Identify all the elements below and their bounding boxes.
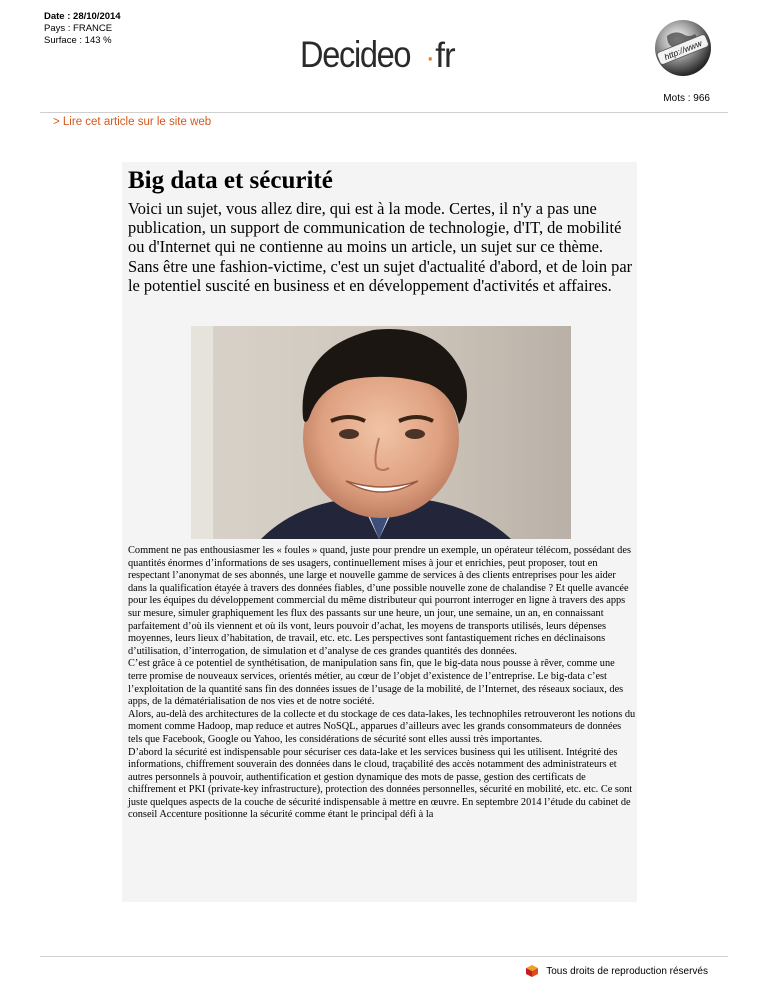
- article-title: Big data et sécurité: [128, 167, 333, 194]
- cube-logo-icon: [526, 965, 538, 977]
- word-count: Mots : 966: [663, 93, 710, 104]
- document-meta: [44, 11, 121, 47]
- logo-dot: ·: [425, 41, 436, 74]
- date-line: Date : 28/10/2014: [44, 11, 121, 22]
- logo-tld: fr: [435, 36, 455, 75]
- author-portrait-photo: [191, 326, 571, 539]
- surface-line: Surface : 143 %: [44, 35, 112, 46]
- globe-label: http://www: [662, 37, 704, 63]
- article-lead: Voici un sujet, vous allez dire, qui est à la mode. Certes, il n'y a pas une publication, un support de communication de technologie, d'IT, de mobilité ou d'Internet qui ne contienne au moins un article, un sujet sur ce thème. Sans être une fashion-victime, c'est un sujet d'actualité d'abord, et de loin par le potentiel suscité en business et en développement d'activités et affaires.: [128, 199, 633, 295]
- article-paragraph: Alors, au-delà des architectures de la collecte et du stockage de ces data-lakes, les technophiles retrouveront les notions du moment comme Hadoop, map reduce et autres NoSQL, apparues d’ailleurs avec les grands consommateurs de données tels que Facebook, Google ou Yahoo, les considérations de sécurité sont elles aussi très importantes.: [128, 708, 636, 745]
- article-paragraph: Comment ne pas enthousiasmer les « foules » quand, juste pour prendre un exemple, un opérateur télécom, possédant des quantités énormes d’informations de ses usagers, continuellement mises à jour et enrichies, peut proposer, tout en respectant l’anonymat de ses abonnés, une large et nouvelle gamme de services à des clients entreprises pour les aider dans la qualification étayée à travers des données fiables, d’une possible nouvelle zone de chalandise ? Et quelle avancée pour les équipes du développement commercial du même distributeur qui pourront interroger en ligne à travers des apps sur mesure, simuler graphiquement les flux des passants sur une heure, un jour, une semaine, un an, en connaissant parfaitement d’où ils viennent et où ils vont, leurs pouvoir d’achat, les moyens de transports utilisés, leurs dépenses moyennes, leurs lieux d’habitation, de travail, etc. etc. Les perspectives sont fantastiquement riches en déclinaisons d’utilisation, d’interrogation, de simulation et d’analyse de ces grandes quantités des données.: [128, 545, 631, 657]
- header-divider: [40, 112, 728, 113]
- copyright-text: Tous droits de reproduction réservés: [546, 965, 708, 977]
- footer: [526, 965, 708, 977]
- article-paragraph: C’est grâce à ce potentiel de synthétisation, de manipulation sans fin, que le big-data nous pousse à rêver, comme une terre promise de nouveaux services, orientés métier, au cœur de l’objet d’existence de l’entreprise. Le big-data c’est l’exploitation de la quantité sans fin des données issues de l’usage de la mobilité, de l’Internet, des réseaux sociaux, des apps, de la dématérialisation de nos vies et de notre société.: [128, 658, 624, 708]
- article-body: [128, 545, 636, 822]
- country-line: Pays : FRANCE: [44, 23, 113, 34]
- footer-divider: [40, 956, 728, 957]
- read-on-website-link[interactable]: > Lire cet article sur le site web: [53, 116, 212, 128]
- article-paragraph: D’abord la sécurité est indispensable pour sécuriser ces data-lake et les services business qui les utilisent. Intégrité des informations, chiffrement souverain des données dans le cloud, traçabilité des accès notamment des administrateurs et autres personnels à pouvoir, authentification et gestion dynamique des mots de passe, gestion des certificats de chiffrement et PKI (private-key infrastructure), protection des données personnelles, sécurité en mobilité, etc. etc. Ce sont juste quelques aspects de la couche de sécurité indispensable à mettre en œuvre. En septembre 2014 l’étude du cabinet de conseil Accenture positionne la sécurité comme étant le principal défi à la: [128, 746, 633, 821]
- decideo-logo: [300, 34, 455, 76]
- globe-http-icon: [651, 16, 715, 80]
- logo-name: Decideo: [300, 34, 411, 75]
